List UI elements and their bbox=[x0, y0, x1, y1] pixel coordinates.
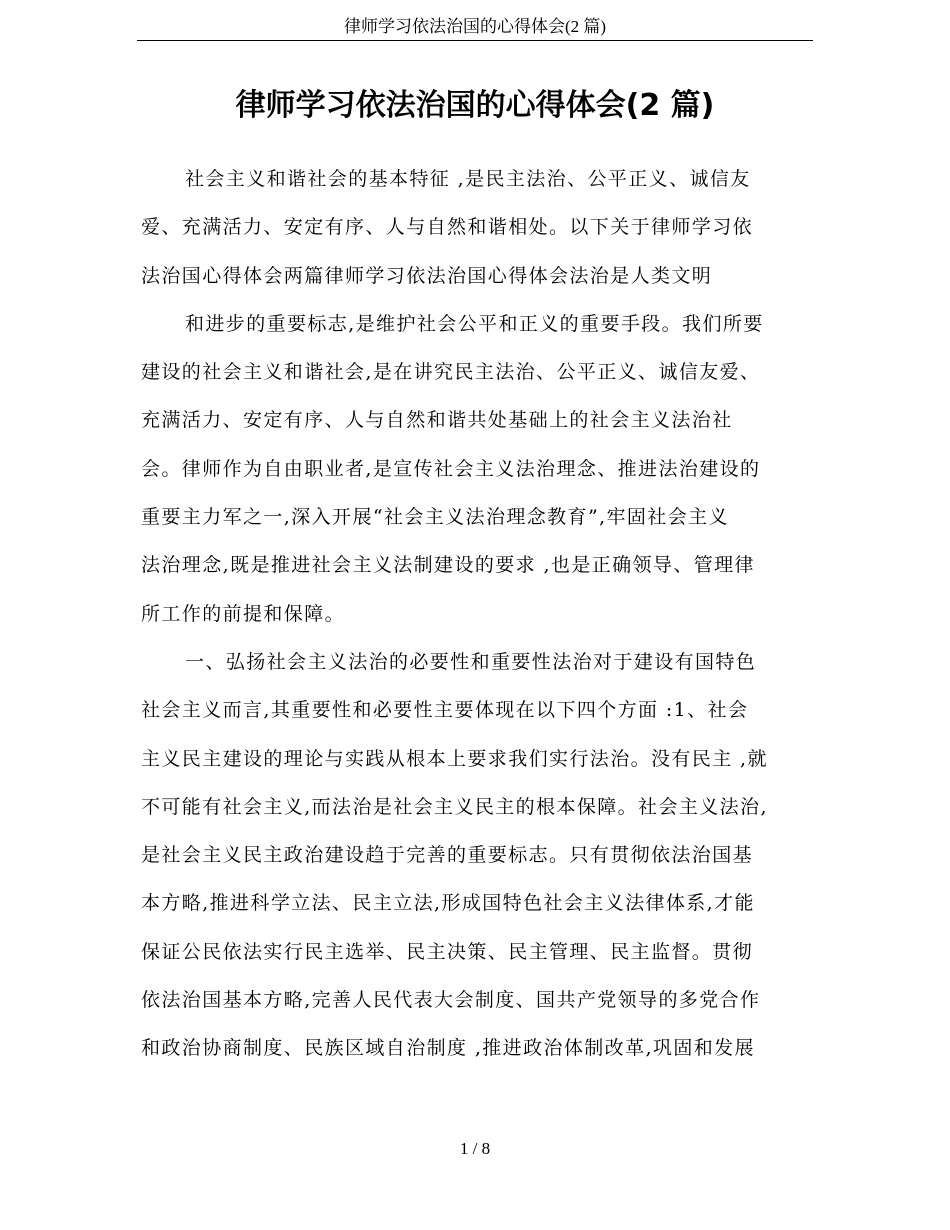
text-line: 法治国心得体会两篇律师学习依法治国心得体会法治是人类文明 bbox=[141, 264, 713, 287]
text-line: 建设的社会主义和谐社会,是在讲究民主法治、公平正义、诚信友爱、 bbox=[141, 361, 761, 384]
text-line: 爱、充满活力、安定有序、人与自然和谐相处。以下关于律师学习依 bbox=[141, 216, 754, 239]
text-line: 保证公民依法实行民主选举、民主决策、民主管理、民主监督。贯彻 bbox=[141, 940, 754, 963]
text-line: 会。律师作为自由职业者,是宣传社会主义法治理念、推进法治建设的 bbox=[141, 457, 761, 480]
text-line: 一、弘扬社会主义法治的必要性和重要性法治对于建设有国特色 bbox=[185, 650, 757, 673]
text-line: 和进步的重要标志,是维护社会公平和正义的重要手段。我们所要 bbox=[185, 312, 764, 335]
document-title: 律师学习依法治国的心得体会(2 篇) bbox=[235, 88, 715, 123]
text-line: 社会主义和谐社会的基本特征 ,是民主法治、公平正义、诚信友 bbox=[185, 168, 751, 190]
running-header: 律师学习依法治国的心得体会(2 篇) bbox=[137, 14, 813, 41]
text-line: 法治理念,既是推进社会主义法制建设的要求 ,也是正确领导、管理律 bbox=[141, 554, 755, 577]
text-line: 重要主力军之一,深入开展“社会主义法治理念教育”,牢固社会主义 bbox=[141, 506, 729, 529]
text-line: 主义民主建设的理论与实践从根本上要求我们实行法治。没有民主 ,就 bbox=[141, 747, 768, 770]
text-line: 和政治协商制度、民族区域自治制度 ,推进政治体制改革,巩固和发展 bbox=[141, 1037, 755, 1060]
text-line: 依法治国基本方略,完善人民代表大会制度、国共产党领导的多党合作 bbox=[141, 989, 761, 1012]
text-line: 充满活力、安定有序、人与自然和谐共处基础上的社会主义法治社 bbox=[141, 409, 733, 432]
text-line: 社会主义而言,其重要性和必要性主要体现在以下四个方面 :1、社会 bbox=[141, 699, 749, 722]
body-text bbox=[141, 155, 821, 1073]
text-line: 本方略,推进科学立法、民主立法,形成国特色社会主义法律体系,才能 bbox=[141, 892, 755, 915]
text-line: 不可能有社会主义,而法治是社会主义民主的根本保障。社会主义法治, bbox=[141, 795, 768, 818]
text-line: 所工作的前提和保障。 bbox=[141, 602, 346, 625]
text-line: 是社会主义民主政治建设趋于完善的重要标志。只有贯彻依法治国基 bbox=[141, 844, 754, 867]
page-number: 1 / 8 bbox=[459, 1139, 491, 1158]
